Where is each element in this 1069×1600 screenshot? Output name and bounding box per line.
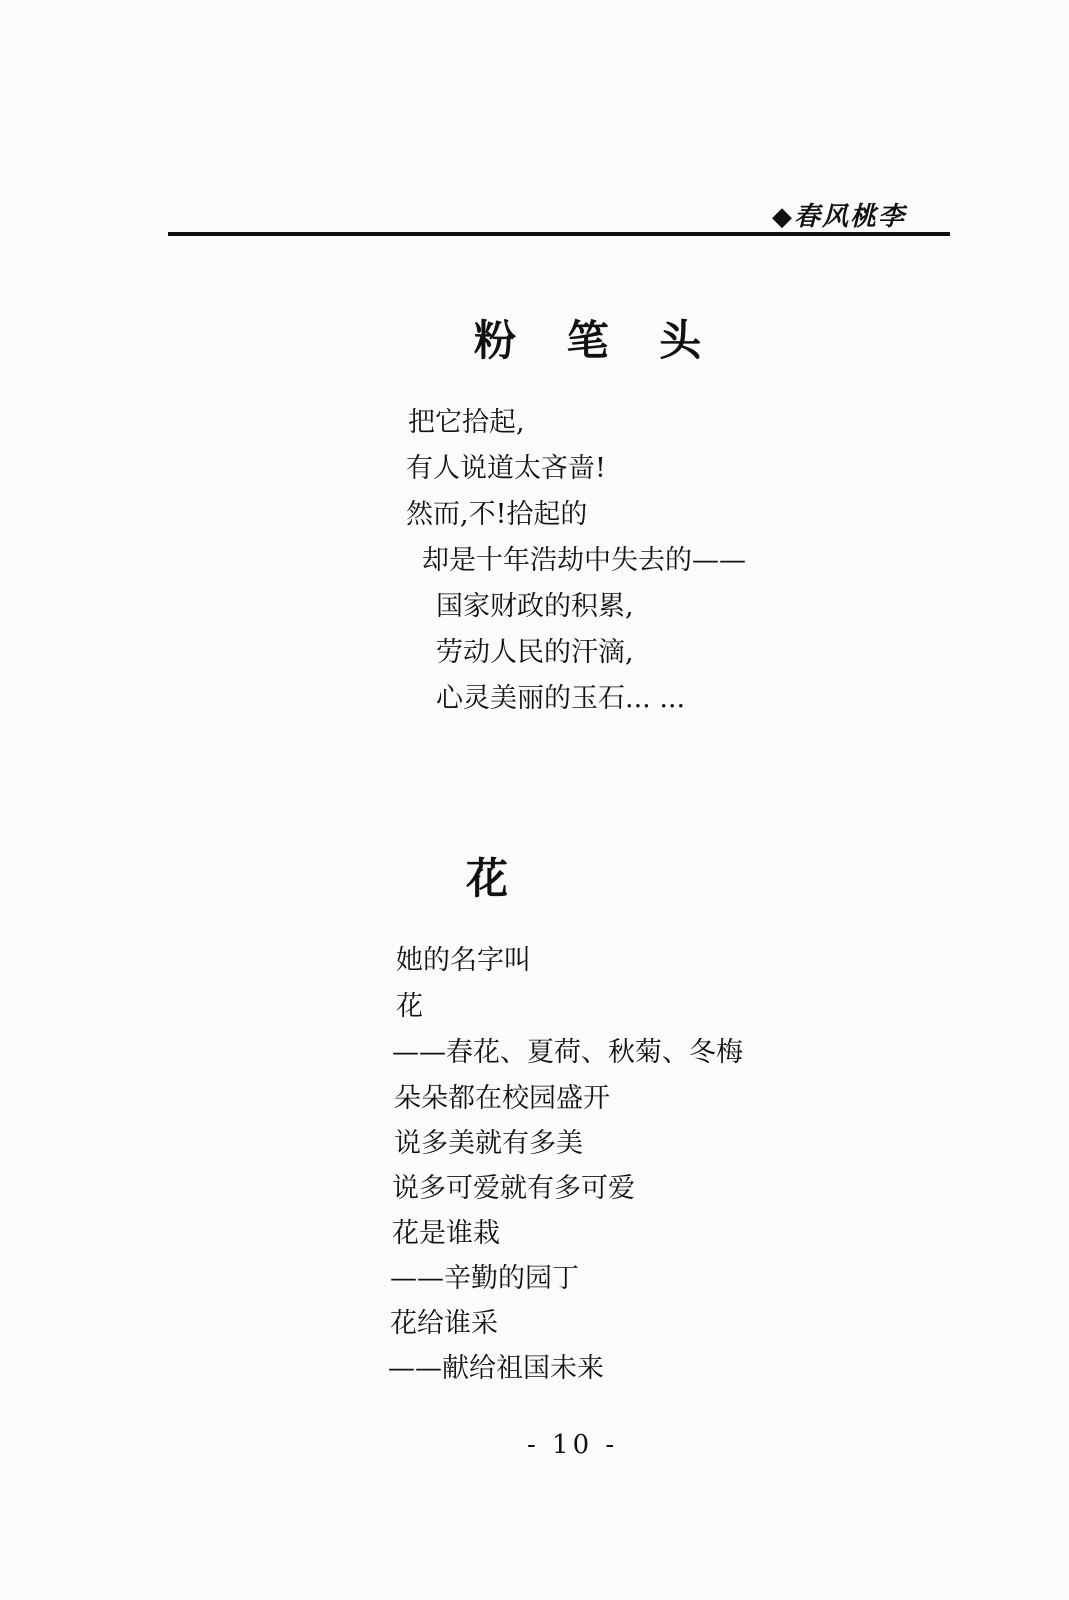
poem-line: 花给谁采 xyxy=(390,1308,498,1339)
poem-line: 然而,不!拾起的 xyxy=(406,499,588,530)
poem-line: 朵朵都在校园盛开 xyxy=(394,1083,610,1114)
running-header: ◆春风桃李 xyxy=(772,202,906,232)
poem-line: 国家财政的积累, xyxy=(436,591,634,622)
poem-line: 却是十年浩劫中失去的—— xyxy=(422,545,746,576)
page-number: - 10 - xyxy=(527,1430,619,1460)
poem-title-chalk: 粉 笔 头 xyxy=(474,316,720,365)
poem-line: ——春花、夏荷、秋菊、冬梅 xyxy=(392,1037,743,1068)
poem-title-flower: 花 xyxy=(466,854,509,903)
poem-line: 花是谁栽 xyxy=(392,1218,500,1249)
poem-line: 有人说道太吝啬! xyxy=(406,453,606,484)
poem-line: 把它拾起, xyxy=(408,407,525,438)
poem-line: ——献给祖国未来 xyxy=(388,1353,604,1384)
poem-line: 心灵美丽的玉石... ... xyxy=(436,683,686,714)
poem-line: 说多可爱就有多可爱 xyxy=(392,1173,635,1204)
poem-line: 花 xyxy=(396,991,423,1022)
header-rule xyxy=(168,232,950,236)
poem-line: 她的名字叫 xyxy=(396,945,531,976)
poem-line: 劳动人民的汗滴, xyxy=(436,637,634,668)
poem-line: 说多美就有多美 xyxy=(394,1128,583,1159)
poem-line: ——辛勤的园丁 xyxy=(390,1263,579,1294)
